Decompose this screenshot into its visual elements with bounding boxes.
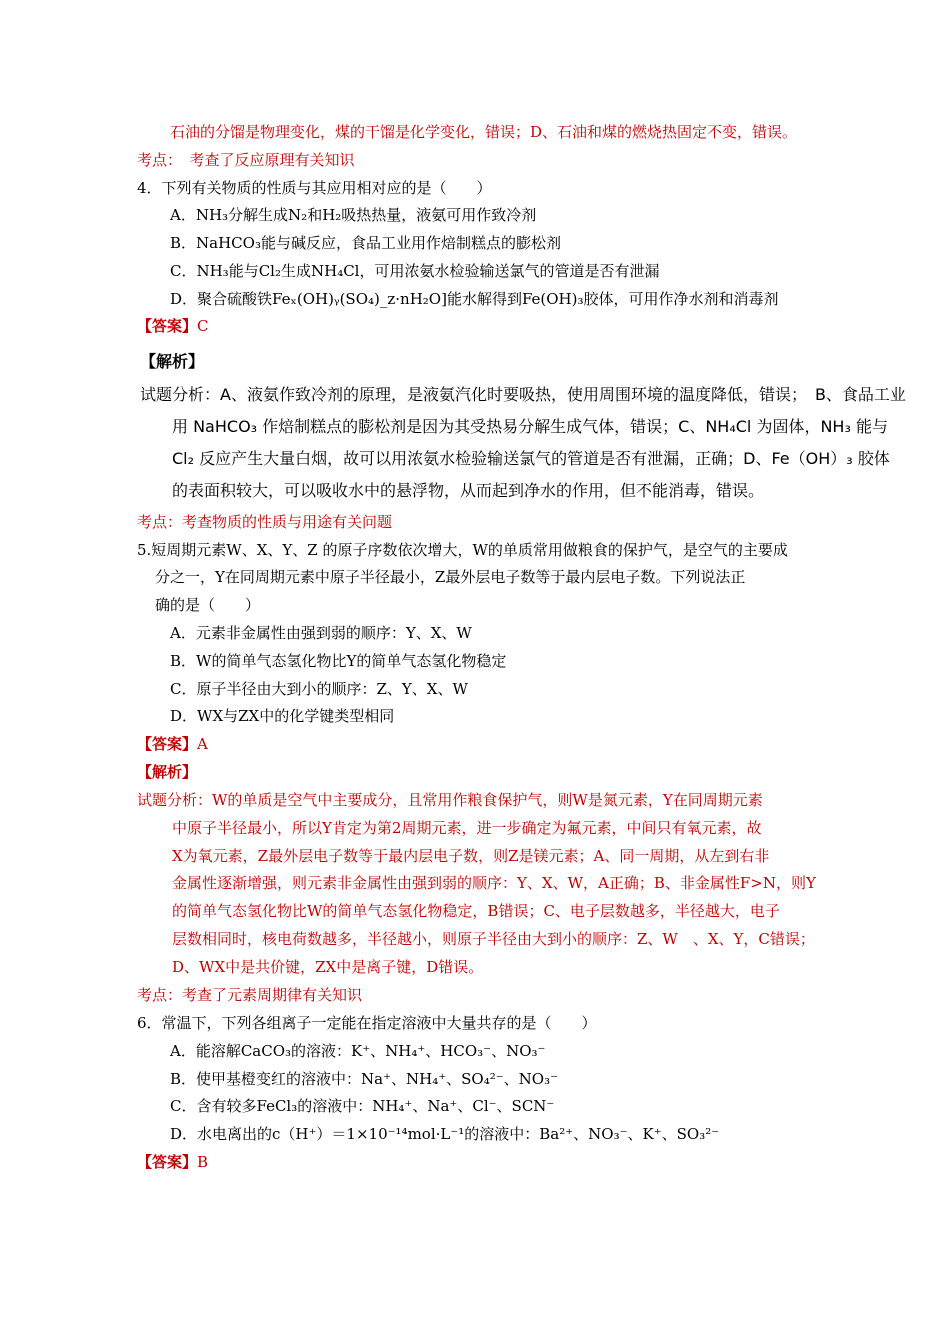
q6-option-c: C．含有较多FeCl₃的溶液中：NH₄⁺、Na⁺、Cl⁻、SCN⁻ <box>170 1097 555 1115</box>
q6-option-d: D．水电离出的c（H⁺）＝1×10⁻¹⁴mol·L⁻¹的溶液中：Ba²⁺、NO₃⁻、K⁺、SO₃²⁻ <box>170 1125 720 1143</box>
answer-label: 【答案】 <box>137 317 198 335</box>
q5-explanation-line-7: D、WX中是共价键，ZX中是离子键，D错误。 <box>172 958 484 976</box>
q5-option-b: B．W的简单气态氢化物比Y的简单气态氢化物稳定 <box>170 652 507 670</box>
q5-explanation-line-1: 试题分析：W的单质是空气中主要成分，且常用作粮食保护气，则W是氮元素，Y在同周期元素 <box>137 791 763 809</box>
q5-stem-line-3: 确的是（ ） <box>155 596 261 614</box>
answer-label: 【答案】 <box>137 1153 198 1171</box>
kaodian-q3: 考点： 考查了反应原理有关知识 <box>137 151 355 169</box>
answer-label: 【答案】 <box>137 735 198 753</box>
q5-explanation-line-2: 中原子半径最小，所以Y肯定为第2周期元素，进一步确定为氟元素，中间只有氧元素，故 <box>172 819 762 837</box>
q5-answer <box>137 733 208 755</box>
q5-option-d: D．WX与ZX中的化学键类型相同 <box>170 707 395 725</box>
q4-stem: 4．下列有关物质的性质与其应用相对应的是（ ） <box>137 179 492 197</box>
q5-option-a: A．元素非金属性由强到弱的顺序：Y、X、W <box>170 624 472 642</box>
q5-explanation-line-4: 金属性逐渐增强，则元素非金属性由强到弱的顺序：Y、X、W，A正确；B、非金属性F>N，则Y <box>172 874 816 892</box>
answer-value: C <box>197 317 209 335</box>
q4-option-a: A．NH₃分解生成N₂和H₂吸热热量，液氨可用作致冷剂 <box>170 206 537 224</box>
q6-option-a: A．能溶解CaCO₃的溶液：K⁺、NH₄⁺、HCO₃⁻、NO₃⁻ <box>170 1042 546 1060</box>
kaodian-q5: 考点：考查了元素周期律有关知识 <box>137 986 363 1004</box>
q5-explanation-line-3: X为氧元素，Z最外层电子数等于最内层电子数，则Z是镁元素；A、同一周期，从左到右非 <box>172 847 770 865</box>
q4-explanation-line-4: 的表面积较大，可以吸收水中的悬浮物，从而起到净水的作用，但不能消毒，错误。 <box>172 481 765 500</box>
q4-explanation-line-1: 试题分析：A、液氨作致冷剂的原理，是液氨汽化时要吸热，使用周围环境的温度降低，错误； B、食品工业 <box>140 385 906 404</box>
q4-answer <box>137 315 209 337</box>
q5-stem-line-2: 分之一，Y在同周期元素中原子半径最小，Z最外层电子数等于最内层电子数。下列说法正 <box>155 568 746 586</box>
q5-explanation-line-6: 层数相同时，核电荷数越多，半径越小，则原子半径由大到小的顺序：Z、W 、X、Y，C错误； <box>172 930 815 948</box>
q5-analysis-heading: 【解析】 <box>137 763 198 781</box>
q5-stem-line-1: 5.短周期元素W、X、Y、Z 的原子序数依次增大，W的单质常用做粮食的保护气，是空气的主要成 <box>137 541 788 559</box>
q4-analysis-heading: 【解析】 <box>140 352 205 371</box>
q4-option-c: C．NH₃能与Cl₂生成NH₄Cl，可用浓氨水检验输送氯气的管道是否有泄漏 <box>170 262 660 280</box>
q6-option-b: B．使甲基橙变红的溶液中：Na⁺、NH₄⁺、SO₄²⁻、NO₃⁻ <box>170 1070 559 1088</box>
q5-explanation-line-5: 的简单气态氢化物比W的简单气态氢化物稳定，B错误；C、电子层数越多，半径越大，电子 <box>172 902 780 920</box>
prev-explanation-continuation: 石油的分馏是物理变化，煤的干馏是化学变化，错误；D、石油和煤的燃烧热固定不变，错误。 <box>170 123 798 141</box>
q6-stem: 6．常温下，下列各组离子一定能在指定溶液中大量共存的是（ ） <box>137 1014 597 1032</box>
kaodian-q4: 考点：考查物质的性质与用途有关问题 <box>137 513 393 531</box>
q4-option-b: B．NaHCO₃能与碱反应，食品工业用作焙制糕点的膨松剂 <box>170 234 561 252</box>
answer-value: B <box>197 1153 209 1171</box>
q5-option-c: C．原子半径由大到小的顺序：Z、Y、X、W <box>170 680 468 698</box>
answer-value: A <box>197 735 208 753</box>
q4-explanation-line-2: 用 NaHCO₃ 作焙制糕点的膨松剂是因为其受热易分解生成气体，错误；C、NH₄Cl 为固体，NH₃ 能与 <box>172 417 888 436</box>
q6-answer <box>137 1151 208 1173</box>
q4-option-d: D．聚合硫酸铁Feₓ(OH)ᵧ(SO₄)_z·nH₂O]能水解得到Fe(OH)₃胶体，可用作净水剂和消毒剂 <box>170 290 779 308</box>
q4-explanation-line-3: Cl₂ 反应产生大量白烟，故可以用浓氨水检验输送氯气的管道是否有泄漏，正确；D、Fe（OH）₃ 胶体 <box>172 449 890 468</box>
